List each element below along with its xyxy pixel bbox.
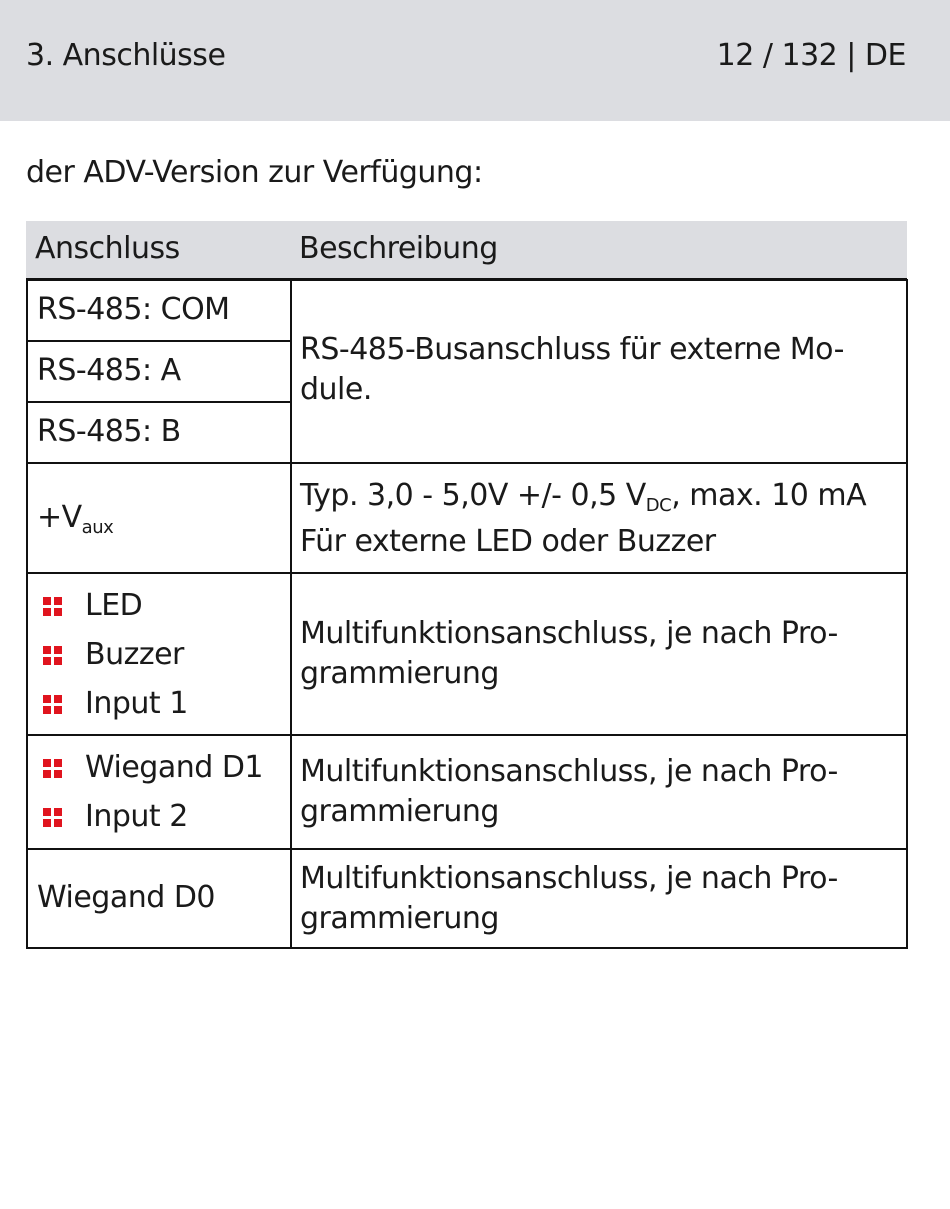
column-header-anschluss: Anschluss bbox=[35, 231, 180, 266]
bullet-icon bbox=[43, 695, 63, 715]
wiegand-d0-description: Multifunktionsanschluss, je nach Pro-grammierung bbox=[300, 861, 838, 936]
bullet-icon bbox=[43, 808, 63, 828]
vaux-subscript: aux bbox=[81, 517, 114, 538]
table-cell-description bbox=[290, 572, 908, 736]
column-header-beschreibung: Beschreibung bbox=[299, 231, 498, 266]
page-header bbox=[0, 0, 950, 121]
list-item bbox=[43, 635, 184, 675]
multi1-description: Multifunktionsanschluss, je nach Pro-grammierung bbox=[300, 616, 838, 691]
list-item bbox=[43, 586, 142, 626]
vaux-description bbox=[300, 473, 886, 565]
port-input-1: Input 1 bbox=[85, 686, 188, 721]
vaux-desc-line2: Für externe LED oder Buzzer bbox=[300, 524, 716, 559]
table-cell-port bbox=[26, 734, 292, 850]
list-item bbox=[43, 748, 263, 788]
multi2-description: Multifunktionsanschluss, je nach Pro-grammierung bbox=[300, 754, 838, 829]
port-buzzer: Buzzer bbox=[85, 637, 184, 672]
page-number: 12 / 132 | DE bbox=[716, 38, 906, 73]
vaux-desc-dc: DC bbox=[645, 495, 672, 516]
table-cell-port bbox=[26, 572, 292, 736]
port-wiegand-d0: Wiegand D0 bbox=[37, 880, 216, 915]
table-header bbox=[26, 221, 907, 281]
table-cell-port bbox=[26, 340, 292, 403]
bullet-icon bbox=[43, 646, 63, 666]
table-cell-port bbox=[26, 848, 292, 949]
port-rs485-a: RS-485: A bbox=[37, 353, 181, 388]
list-item bbox=[43, 797, 188, 837]
table-cell-port bbox=[26, 401, 292, 464]
port-rs485-b: RS-485: B bbox=[37, 414, 181, 449]
table-cell-description bbox=[290, 848, 908, 949]
vaux-label: +V bbox=[37, 500, 82, 535]
port-led: LED bbox=[85, 588, 143, 623]
intro-text: der ADV-Version zur Verfügung: bbox=[26, 155, 483, 190]
port-vaux bbox=[37, 498, 113, 538]
rs485-description: RS-485-Busanschluss für externe Mo-dule. bbox=[300, 332, 844, 407]
table-cell-description bbox=[290, 734, 908, 850]
port-input-2: Input 2 bbox=[85, 799, 188, 834]
table-cell-port bbox=[26, 279, 292, 342]
table-cell-port bbox=[26, 462, 292, 574]
section-title: 3. Anschlüsse bbox=[26, 38, 226, 73]
port-rs485-com: RS-485: COM bbox=[37, 292, 230, 327]
port-wiegand-d1: Wiegand D1 bbox=[85, 750, 264, 785]
bullet-icon bbox=[43, 597, 63, 617]
table-cell-description bbox=[290, 462, 908, 574]
vaux-desc-voltage: Typ. 3,0 - 5,0V +/- 0,5 V bbox=[300, 478, 646, 513]
vaux-desc-line1 bbox=[300, 473, 886, 519]
vaux-desc-current: , max. 10 mA bbox=[671, 478, 867, 513]
list-item bbox=[43, 684, 188, 724]
bullet-icon bbox=[43, 759, 63, 779]
table-cell-description bbox=[290, 279, 908, 464]
